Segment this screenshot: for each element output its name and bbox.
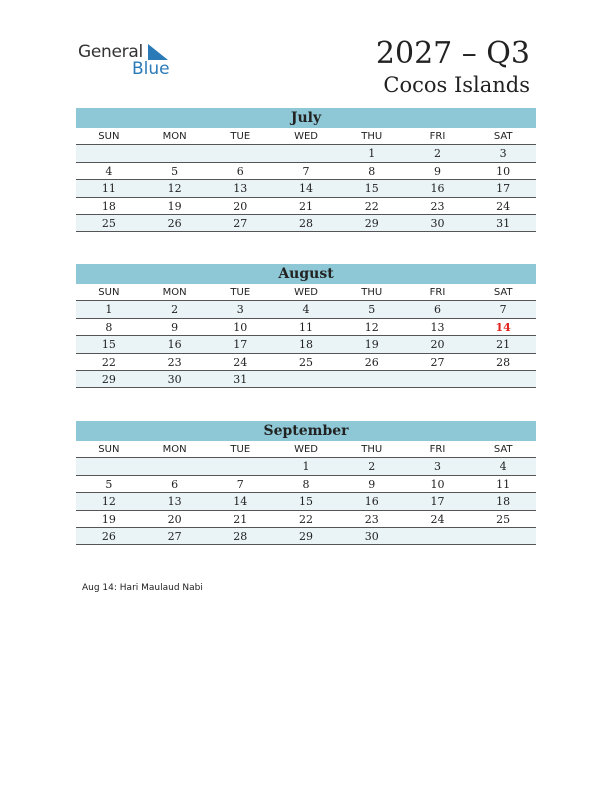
day-cell: 12	[167, 182, 182, 196]
week-rows	[76, 458, 536, 545]
weekday-label: SAT	[493, 287, 513, 298]
day-cell: 3	[499, 147, 507, 161]
logo-triangle-icon	[148, 44, 170, 60]
month-title: July	[76, 108, 536, 128]
day-cell: 22	[299, 512, 314, 526]
logo-text-blue: Blue	[132, 59, 170, 79]
weekday-label: SUN	[98, 287, 120, 298]
day-cell: 10	[233, 320, 248, 334]
day-cell: 11	[496, 477, 511, 491]
weekday-label: FRI	[429, 287, 446, 298]
weekday-label: TUE	[230, 287, 251, 298]
day-cell: 13	[167, 495, 182, 509]
day-cell: 2	[171, 303, 179, 317]
day-cell: 25	[299, 355, 314, 369]
weekday-label: SAT	[493, 444, 513, 455]
week-row	[76, 301, 536, 318]
month-title: September	[76, 421, 536, 441]
day-cell: 26	[167, 216, 182, 230]
day-cell: 17	[430, 495, 445, 509]
day-cell: 25	[101, 216, 116, 230]
weekday-row	[76, 441, 536, 458]
day-cell: 6	[236, 164, 244, 178]
week-row	[76, 511, 536, 528]
day-cell	[76, 458, 142, 474]
day-cell: 18	[299, 338, 314, 352]
weekday-label: THU	[361, 444, 383, 455]
day-cell: 6	[433, 303, 441, 317]
day-cell: 7	[499, 303, 507, 317]
day-cell	[405, 371, 471, 387]
day-cell: 7	[302, 164, 310, 178]
week-rows	[76, 301, 536, 388]
day-cell: 31	[496, 216, 511, 230]
weekday-label: WED	[294, 444, 318, 455]
day-cell: 15	[364, 182, 379, 196]
day-cell: 20	[167, 512, 182, 526]
page-title: 2027 – Q3	[375, 36, 530, 71]
logo-text-general: General	[78, 42, 143, 62]
week-row	[76, 354, 536, 371]
week-row	[76, 163, 536, 180]
day-cell: 9	[433, 164, 441, 178]
week-row	[76, 319, 536, 336]
day-cell: 4	[302, 303, 310, 317]
day-cell: 30	[430, 216, 445, 230]
week-row	[76, 180, 536, 197]
day-cell	[142, 458, 208, 474]
weekday-label: MON	[162, 287, 187, 298]
week-row	[76, 336, 536, 353]
weekday-label: THU	[361, 131, 383, 142]
day-cell: 29	[101, 372, 116, 386]
month-august	[76, 264, 536, 388]
day-cell: 23	[364, 512, 379, 526]
day-cell: 19	[101, 512, 116, 526]
day-cell: 9	[171, 320, 179, 334]
week-row	[76, 198, 536, 215]
day-cell: 24	[233, 355, 248, 369]
day-cell: 2	[368, 460, 376, 474]
week-row	[76, 145, 536, 162]
day-cell	[207, 145, 273, 161]
day-cell: 11	[101, 182, 116, 196]
day-cell: 22	[364, 199, 379, 213]
day-cell	[273, 371, 339, 387]
generalblue-logo	[78, 42, 178, 82]
day-cell: 9	[368, 477, 376, 491]
day-cell: 29	[364, 216, 379, 230]
day-cell: 1	[105, 303, 113, 317]
weekday-label: WED	[294, 131, 318, 142]
day-cell: 27	[430, 355, 445, 369]
day-cell: 30	[364, 529, 379, 543]
day-cell: 27	[167, 529, 182, 543]
day-cell	[470, 371, 536, 387]
week-row	[76, 371, 536, 388]
week-row	[76, 528, 536, 545]
day-cell: 8	[302, 477, 310, 491]
day-cell: 5	[105, 477, 113, 491]
week-row	[76, 493, 536, 510]
day-cell: 16	[430, 182, 445, 196]
day-cell: 8	[368, 164, 376, 178]
day-cell	[405, 528, 471, 544]
week-rows	[76, 145, 536, 232]
weekday-label: SUN	[98, 131, 120, 142]
day-cell: 28	[233, 529, 248, 543]
weekday-label: THU	[361, 287, 383, 298]
day-cell: 21	[496, 338, 511, 352]
day-cell: 4	[499, 460, 507, 474]
weekday-label: MON	[162, 444, 187, 455]
day-cell: 15	[101, 338, 116, 352]
day-cell: 19	[364, 338, 379, 352]
day-cell: 17	[496, 182, 511, 196]
day-cell	[142, 145, 208, 161]
day-cell: 22	[101, 355, 116, 369]
day-cell: 30	[167, 372, 182, 386]
day-cell: 25	[496, 512, 511, 526]
day-cell	[339, 371, 405, 387]
day-cell: 10	[430, 477, 445, 491]
day-cell: 11	[299, 320, 314, 334]
day-cell: 26	[364, 355, 379, 369]
week-row	[76, 476, 536, 493]
day-cell: 23	[430, 199, 445, 213]
day-cell: 21	[233, 512, 248, 526]
weekday-row	[76, 284, 536, 301]
weekday-row	[76, 128, 536, 145]
day-cell: 17	[233, 338, 248, 352]
day-cell: 4	[105, 164, 113, 178]
week-row	[76, 458, 536, 475]
day-cell: 13	[430, 320, 445, 334]
day-cell: 23	[167, 355, 182, 369]
day-cell: 16	[364, 495, 379, 509]
weekday-label: SUN	[98, 444, 120, 455]
month-july	[76, 108, 536, 232]
day-cell: 24	[496, 199, 511, 213]
weekday-label: MON	[162, 131, 187, 142]
weekday-label: TUE	[230, 131, 251, 142]
page-subtitle: Cocos Islands	[383, 73, 530, 97]
day-cell: 27	[233, 216, 248, 230]
day-cell: 13	[233, 182, 248, 196]
day-cell: 18	[496, 495, 511, 509]
weekday-label: TUE	[230, 444, 251, 455]
day-cell: 7	[236, 477, 244, 491]
day-cell: 1	[368, 147, 376, 161]
holiday-note: Aug 14: Hari Maulaud Nabi	[82, 583, 203, 593]
day-cell: 2	[433, 147, 441, 161]
day-cell: 26	[101, 529, 116, 543]
weekday-label: WED	[294, 287, 318, 298]
month-title: August	[76, 264, 536, 284]
weekday-label: SAT	[493, 131, 513, 142]
day-cell: 24	[430, 512, 445, 526]
day-cell: 14	[299, 182, 314, 196]
day-cell: 12	[101, 495, 116, 509]
day-cell	[207, 458, 273, 474]
holiday-day-cell: 14	[495, 320, 511, 334]
day-cell: 20	[233, 199, 248, 213]
day-cell	[470, 528, 536, 544]
day-cell: 16	[167, 338, 182, 352]
day-cell: 1	[302, 460, 310, 474]
weekday-label: FRI	[429, 444, 446, 455]
day-cell: 31	[233, 372, 248, 386]
week-row	[76, 215, 536, 232]
day-cell: 28	[496, 355, 511, 369]
day-cell: 8	[105, 320, 113, 334]
day-cell: 5	[171, 164, 179, 178]
day-cell: 14	[233, 495, 248, 509]
day-cell: 21	[299, 199, 314, 213]
day-cell: 10	[496, 164, 511, 178]
day-cell: 6	[171, 477, 179, 491]
day-cell: 12	[364, 320, 379, 334]
day-cell: 18	[101, 199, 116, 213]
weekday-label: FRI	[429, 131, 446, 142]
day-cell	[273, 145, 339, 161]
month-september	[76, 421, 536, 545]
day-cell: 15	[299, 495, 314, 509]
day-cell: 20	[430, 338, 445, 352]
day-cell: 29	[299, 529, 314, 543]
day-cell: 3	[236, 303, 244, 317]
day-cell: 3	[433, 460, 441, 474]
day-cell: 5	[368, 303, 376, 317]
day-cell: 19	[167, 199, 182, 213]
day-cell	[76, 145, 142, 161]
day-cell: 28	[299, 216, 314, 230]
